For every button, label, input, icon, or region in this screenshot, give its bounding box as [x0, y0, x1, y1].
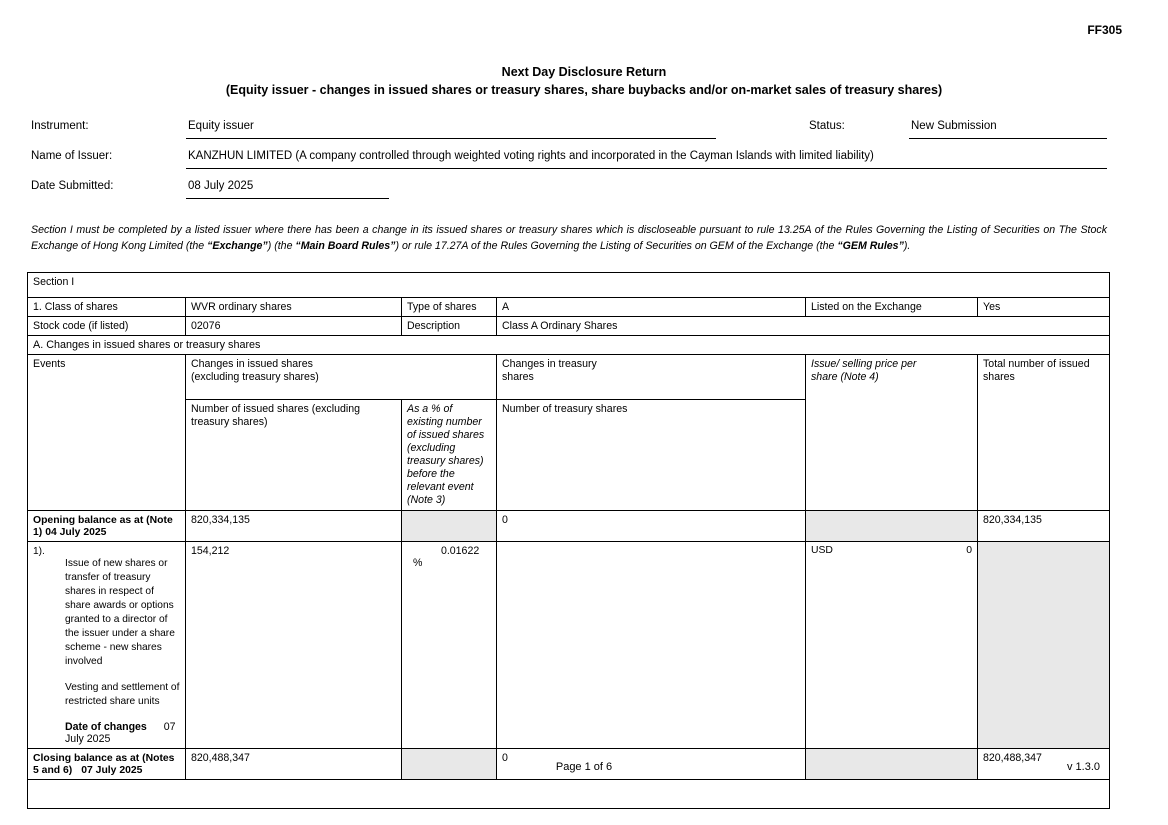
opening-balance-label: Opening balance as at (Note 1)	[33, 515, 173, 538]
event-1-issued-shares: 154,212	[186, 542, 402, 749]
trailing-empty-cell	[28, 780, 1110, 809]
col-header-changes-issued-line2: (excluding treasury shares)	[191, 371, 319, 383]
status-label: Status:	[809, 120, 845, 132]
table-row-stock-code	[28, 317, 1110, 336]
stock-code-value: 02076	[186, 317, 402, 336]
col-header-issue-price-line1: Issue/ selling price per	[811, 358, 917, 370]
event-1-sub-description: Vesting and settlement of restricted share units	[65, 682, 180, 707]
note-exchange-term: “Exchange”	[207, 239, 268, 252]
col-header-total-issued-line1: Total number of issued	[983, 358, 1090, 370]
section-title: Section I	[28, 273, 1110, 298]
col-header-number-issued-shares: Number of issued shares (excluding treasury shares)	[186, 400, 402, 511]
status-value: New Submission	[911, 120, 997, 132]
opening-balance-total-issued: 820,334,135	[978, 511, 1110, 542]
note-part-2: ) (the	[267, 239, 296, 252]
col-header-number-treasury-shares: Number of treasury shares	[497, 400, 806, 511]
event-1-price-value: 0	[966, 545, 972, 556]
table-row-column-group-headers	[28, 355, 1110, 400]
event-1-pct-sign: %	[413, 557, 423, 569]
section-one-table	[27, 272, 1110, 809]
event-1-spacer	[33, 669, 180, 681]
title-line-1: Next Day Disclosure Return	[501, 65, 667, 79]
description-label: Description	[402, 317, 497, 336]
note-part-3: ) or rule 17.27A of the Rules Governing the Listing of Securities on GEM of the Exchange (the	[395, 239, 838, 252]
event-1-description: Issue of new shares or transfer of treasury shares in respect of share awards or options granted to a director of the issuer under a share scheme - new shares involved	[65, 558, 175, 667]
col-header-events: Events	[28, 355, 186, 511]
opening-balance-price	[806, 511, 978, 542]
subsection-a-title: A. Changes in issued shares or treasury shares	[28, 336, 1110, 355]
note-mainboard-term: “Main Board Rules”	[295, 239, 396, 252]
table-row-class-of-shares	[28, 298, 1110, 317]
col-header-changes-treasury	[497, 355, 806, 400]
instrument-value: Equity issuer	[188, 120, 254, 132]
document-title	[0, 63, 1168, 99]
event-1-price-currency: USD	[811, 545, 833, 556]
title-line-2: (Equity issuer - changes in issued shares or treasury shares, share buybacks and/or on-market sales of treasury shares)	[225, 83, 943, 97]
col-header-total-issued-line2: shares	[983, 371, 1015, 383]
issuer-value: KANZHUN LIMITED (A company controlled through weighted voting rights and incorporated in the Cayman Islands with limited liability)	[188, 150, 874, 162]
date-underline	[186, 198, 389, 199]
event-1-spacer-2	[33, 709, 180, 721]
form-code: FF305	[1087, 23, 1122, 37]
closing-balance-treasury-shares: 0	[497, 749, 806, 780]
event-1-total-issued	[978, 542, 1110, 749]
event-1-pct-value: 0.01622	[440, 545, 480, 557]
note-part-1: Section I must be completed by a listed issuer where there has been a change in its issued shares or treasury shares which is discloseable pursuant to rule 13.25A of the Rules Governing the Listing of Securities on The Stock Exchange of Hong Kong Limited (the	[31, 224, 1107, 252]
field-row-date	[31, 178, 1137, 208]
section-note-paragraph	[31, 223, 1107, 254]
footer-version: v 1.3.0	[1066, 761, 1100, 773]
status-underline	[909, 138, 1107, 139]
col-header-issue-price-line2: share (Note 4)	[811, 371, 879, 383]
note-gem-term: “GEM Rules”	[837, 239, 904, 252]
issuer-label: Name of Issuer:	[31, 150, 113, 162]
closing-balance-total-issued: 820,488,347	[978, 749, 1110, 780]
closing-balance-issued-shares: 820,488,347	[186, 749, 402, 780]
field-row-instrument	[31, 118, 1137, 148]
table-row-event-1	[28, 542, 1110, 749]
event-1-price-cell	[806, 542, 978, 749]
col-header-issue-price	[806, 355, 978, 511]
closing-balance-date: 07 July 2025	[81, 765, 143, 776]
field-row-issuer	[31, 148, 1137, 178]
type-of-shares-value: A	[497, 298, 806, 317]
opening-balance-issued-shares: 820,334,135	[186, 511, 402, 542]
col-header-changes-treasury-line1: Changes in treasury	[502, 358, 597, 370]
note-part-4: ).	[903, 239, 911, 252]
date-value: 08 July 2025	[188, 180, 254, 192]
event-1-index: 1).	[33, 546, 45, 557]
col-header-changes-issued	[186, 355, 497, 400]
description-value: Class A Ordinary Shares	[497, 317, 1110, 336]
table-row-section-title	[28, 273, 1110, 298]
class-of-shares-value: WVR ordinary shares	[186, 298, 402, 317]
header-fields	[31, 118, 1137, 208]
event-1-treasury-shares	[497, 542, 806, 749]
listed-on-exchange-label: Listed on the Exchange	[806, 298, 978, 317]
stock-code-label: Stock code (if listed)	[28, 317, 186, 336]
col-header-changes-issued-line1: Changes in issued shares	[191, 358, 313, 370]
table-row-opening-balance	[28, 511, 1110, 542]
opening-balance-date: 04 July 2025	[45, 527, 107, 538]
opening-balance-treasury-shares: 0	[497, 511, 806, 542]
listed-on-exchange-value: Yes	[978, 298, 1110, 317]
opening-balance-pct	[402, 511, 497, 542]
col-header-pct-existing: As a % of existing number of issued shares (excluding treasury shares) before the relevant event (Note 3)	[402, 400, 497, 511]
event-1-date-label: Date of changes	[65, 721, 147, 733]
event-1-date-value: 07 July 2025	[65, 721, 176, 745]
issuer-underline	[186, 168, 1107, 169]
type-of-shares-label: Type of shares	[402, 298, 497, 317]
footer-page-number: Page 1 of 6	[555, 761, 613, 773]
col-header-changes-treasury-line2: shares	[502, 371, 534, 383]
event-1-pct-cell	[402, 542, 497, 749]
table-row-subsection-a	[28, 336, 1110, 355]
closing-balance-label: Closing balance as at (Notes 5 and 6)	[33, 753, 175, 776]
opening-balance-label-cell	[28, 511, 186, 542]
col-header-total-issued	[978, 355, 1110, 511]
instrument-label: Instrument:	[31, 120, 89, 132]
date-label: Date Submitted:	[31, 180, 114, 192]
class-of-shares-label: 1. Class of shares	[28, 298, 186, 317]
instrument-underline	[186, 138, 716, 139]
table-row-trailing-empty	[28, 780, 1110, 809]
event-1-description-cell	[28, 542, 186, 749]
